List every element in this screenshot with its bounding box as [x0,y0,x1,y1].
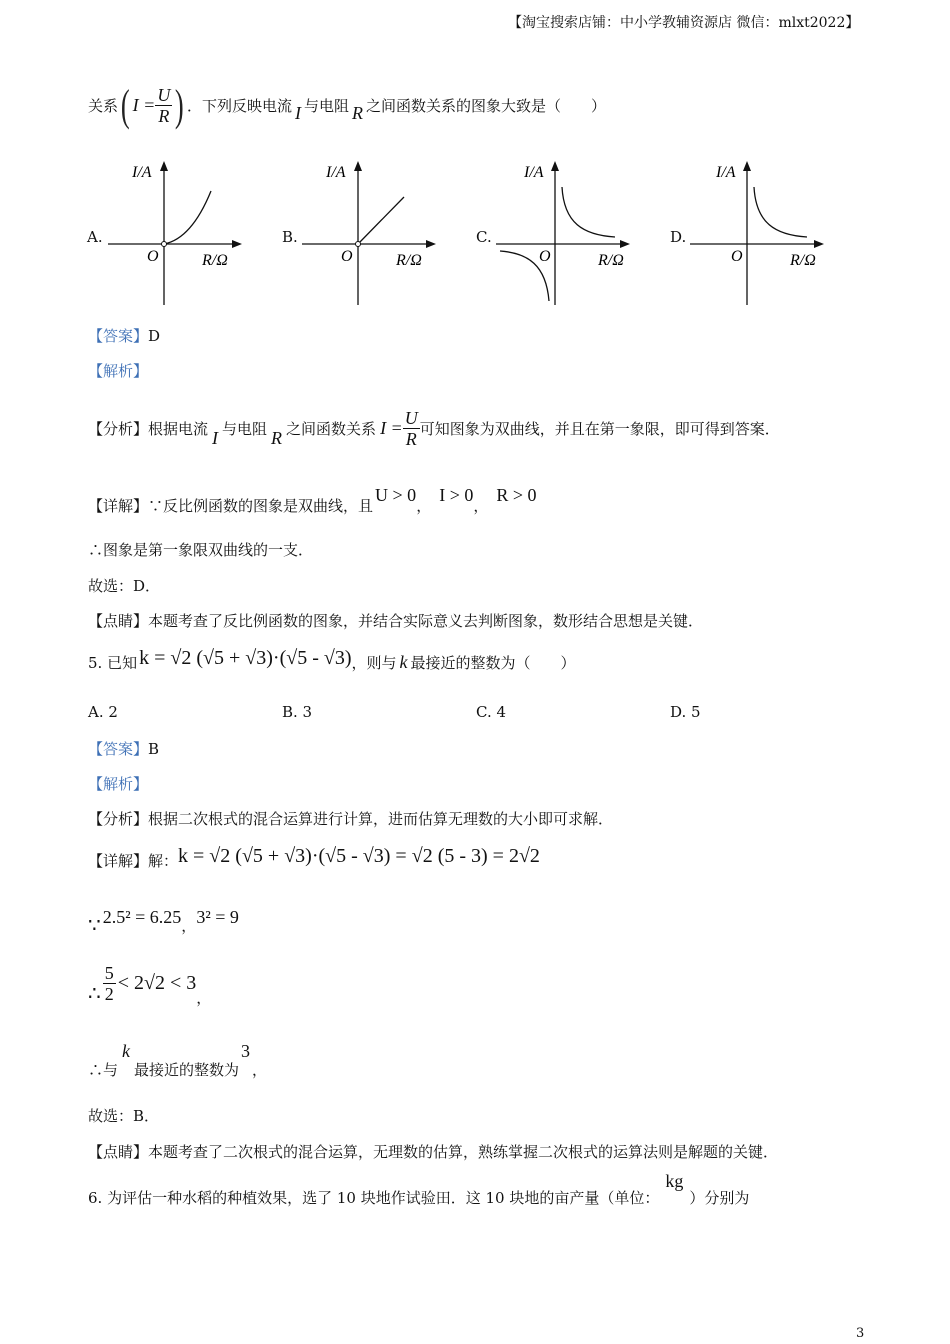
q4-answer-line [88,325,160,346]
q4-answer-tag: 【答案】 [88,327,149,345]
q6-text2: ）分别为 [689,1189,750,1207]
page-number: 3 [856,1326,865,1341]
q5-closest-prefix: ∴与 [88,1061,119,1079]
q4-fenxi-line [88,403,780,453]
q4-fenxi-tag: 【分析】 [88,419,149,438]
q5-frac-num: 5 [104,962,114,983]
q5-detail-tag: 【详解】 [88,851,149,870]
q4-formula-fraction [155,85,172,126]
q4-answer-value: D [148,327,161,345]
graph-option-b-letter: B. [282,228,298,246]
q4-therefore-line: ∴图象是第一象限双曲线的一支． [88,541,314,559]
graph-a-y-label: I/A [132,164,152,181]
q4-analysis-tag: 【解析】 [88,362,149,380]
q5-closest-value: 3 [241,1041,251,1061]
because-symbol: ∵ [88,913,101,937]
q5-detail-formula: k = √2 (√5 + √3)·(√5 - √3) = √2 (5 - 3) = 2√2 [178,844,540,867]
q4-comment-line [88,610,703,631]
q4-fenxi-text3: 之间函数关系 [286,419,377,438]
q5-because-expr1: 2.5² = 6.25 [102,906,182,927]
q4-comment-text: 本题考查了反比例函数的图象，并结合实际意义去判断图象，数形结合思想是关键． [148,612,704,630]
q5-answer-tag: 【答案】 [88,740,149,758]
q5-ineq-rest: < 2√2 < 3 [117,971,197,994]
q4-comma2: ， [473,497,489,515]
q5-because-line [88,897,239,937]
q4-fenxi-num: U [404,407,418,428]
q5-formula: k = √2 (√5 + √3)·(√5 - √3) [139,646,352,669]
graph-b-x-label: R/Ω [396,252,422,269]
q5-frac [103,963,116,1004]
q4-prefix: 关系 [88,96,119,115]
q5-frac-den: 2 [104,983,114,1004]
q5-closest-line [88,1040,267,1080]
q5-detail-line [88,840,540,880]
graph-b [294,155,444,310]
graph-option-c-letter: C. [476,228,492,246]
q5-text-end: 最接近的整数为（ ） [410,653,576,672]
graph-c-x-label: R/Ω [598,252,624,269]
q4-fenxi-fraction [403,408,420,449]
graph-b-y-label: I/A [326,164,346,181]
q4-fenxi-formula-lhs: I = [380,417,403,438]
paren-right: ) [175,80,185,130]
q4-detail-tag: 【详解】 [88,497,149,515]
q5-var-k: k [399,651,408,672]
q4-comment-tag: 【点睛】 [88,612,149,630]
q5-choice-line: 故选：B． [88,1107,160,1125]
graph-b-origin: O [341,248,353,265]
q5-comment-tag: 【点睛】 [88,1143,149,1161]
q5-comment-text: 本题考查了二次根式的混合运算，无理数的估算，熟练掌握二次根式的运算法则是解题的关键． [148,1143,779,1161]
q4-formula-num: U [157,84,171,105]
q4-detail-text: ∵反比例函数的图象是双曲线，且 [148,497,374,515]
q5-closest-text: 最接近的整数为 [134,1061,240,1079]
graph-c-y-label: I/A [524,164,544,181]
q5-option-b: B. 3 [282,703,313,721]
q5-because-comma: ， [181,916,197,935]
q6-question-line [88,1168,749,1208]
q4-fenxi-var-r: R [271,427,283,448]
paren-left: ( [120,80,130,130]
q5-detail-prefix: 解： [148,851,179,870]
q5-text-after: ，则与 [351,653,397,672]
q5-question-line [88,642,576,682]
q4-var-i: I [294,102,301,123]
q5-answer-line [88,738,159,759]
q4-fenxi-den: R [405,428,417,449]
graph-d-origin: O [731,248,743,265]
graph-a-origin: O [147,248,159,265]
graph-option-d-letter: D. [670,228,687,246]
graph-d-x-label: R/Ω [790,252,816,269]
q5-ineq-comma: ， [196,988,212,1007]
therefore-symbol: ∴ [88,981,101,1005]
q4-formula-den: R [158,105,170,126]
graph-option-a-letter: A. [87,228,103,246]
q4-text2: 与电阻 [303,96,349,115]
graph-c-origin: O [539,248,551,265]
q4-text3: 之间函数关系的图象大致是（ ） [366,96,607,115]
q6-text1: 6. 为评估一种水稻的种植效果，选了 10 块地作试验田．这 10 块地的亩产量（单位： [88,1189,660,1207]
q4-detail-line [88,476,537,516]
q4-fenxi-text4: 可知图象为双曲线，并且在第一象限，即可得到答案． [419,419,780,438]
q5-closest-var: k [122,1041,131,1061]
graph-d [682,155,832,310]
q4-fenxi-var-i: I [212,427,219,448]
q4-var-r: R [352,102,363,123]
q5-comment-line [88,1141,778,1162]
q4-cond-r: R > 0 [496,485,537,505]
q4-comma1: ， [416,497,432,515]
q5-because-expr2: 3² = 9 [196,906,239,927]
q5-number: 5. 已知 [88,653,138,672]
q5-fenxi-line [88,808,613,829]
q4-relation-line [88,80,606,130]
graph-a [100,155,250,310]
q4-cond-u: U > 0 [375,485,417,505]
q4-fenxi-text2: 与电阻 [222,419,268,438]
header-watermark: 【淘宝搜索店铺：中小学教辅资源店 微信：mlxt2022】 [508,15,860,31]
q5-analysis-tag: 【解析】 [88,775,149,793]
graph-d-y-label: I/A [716,164,736,181]
q5-fenxi-tag: 【分析】 [88,810,149,828]
q5-option-c: C. 4 [476,703,507,721]
q4-fenxi-text1: 根据电流 [148,419,209,438]
q4-cond-i: I > 0 [439,485,474,505]
graph-a-x-label: R/Ω [202,252,228,269]
q4-formula-lhs: I = [132,94,156,115]
graph-c [488,155,638,310]
q4-choice-line: 故选：D． [88,577,161,595]
q5-option-d: D. 5 [670,703,701,721]
q6-unit: kg [665,1171,684,1191]
q5-option-a: A. 2 [88,703,118,721]
q5-closest-comma: ， [252,1061,268,1079]
q5-inequality-line [88,958,211,1008]
q5-answer-value: B [148,740,160,758]
q4-text1: ．下列反映电流 [186,96,292,115]
q5-fenxi-text: 根据二次根式的混合运算进行计算，进而估算无理数的大小即可求解． [148,810,614,828]
